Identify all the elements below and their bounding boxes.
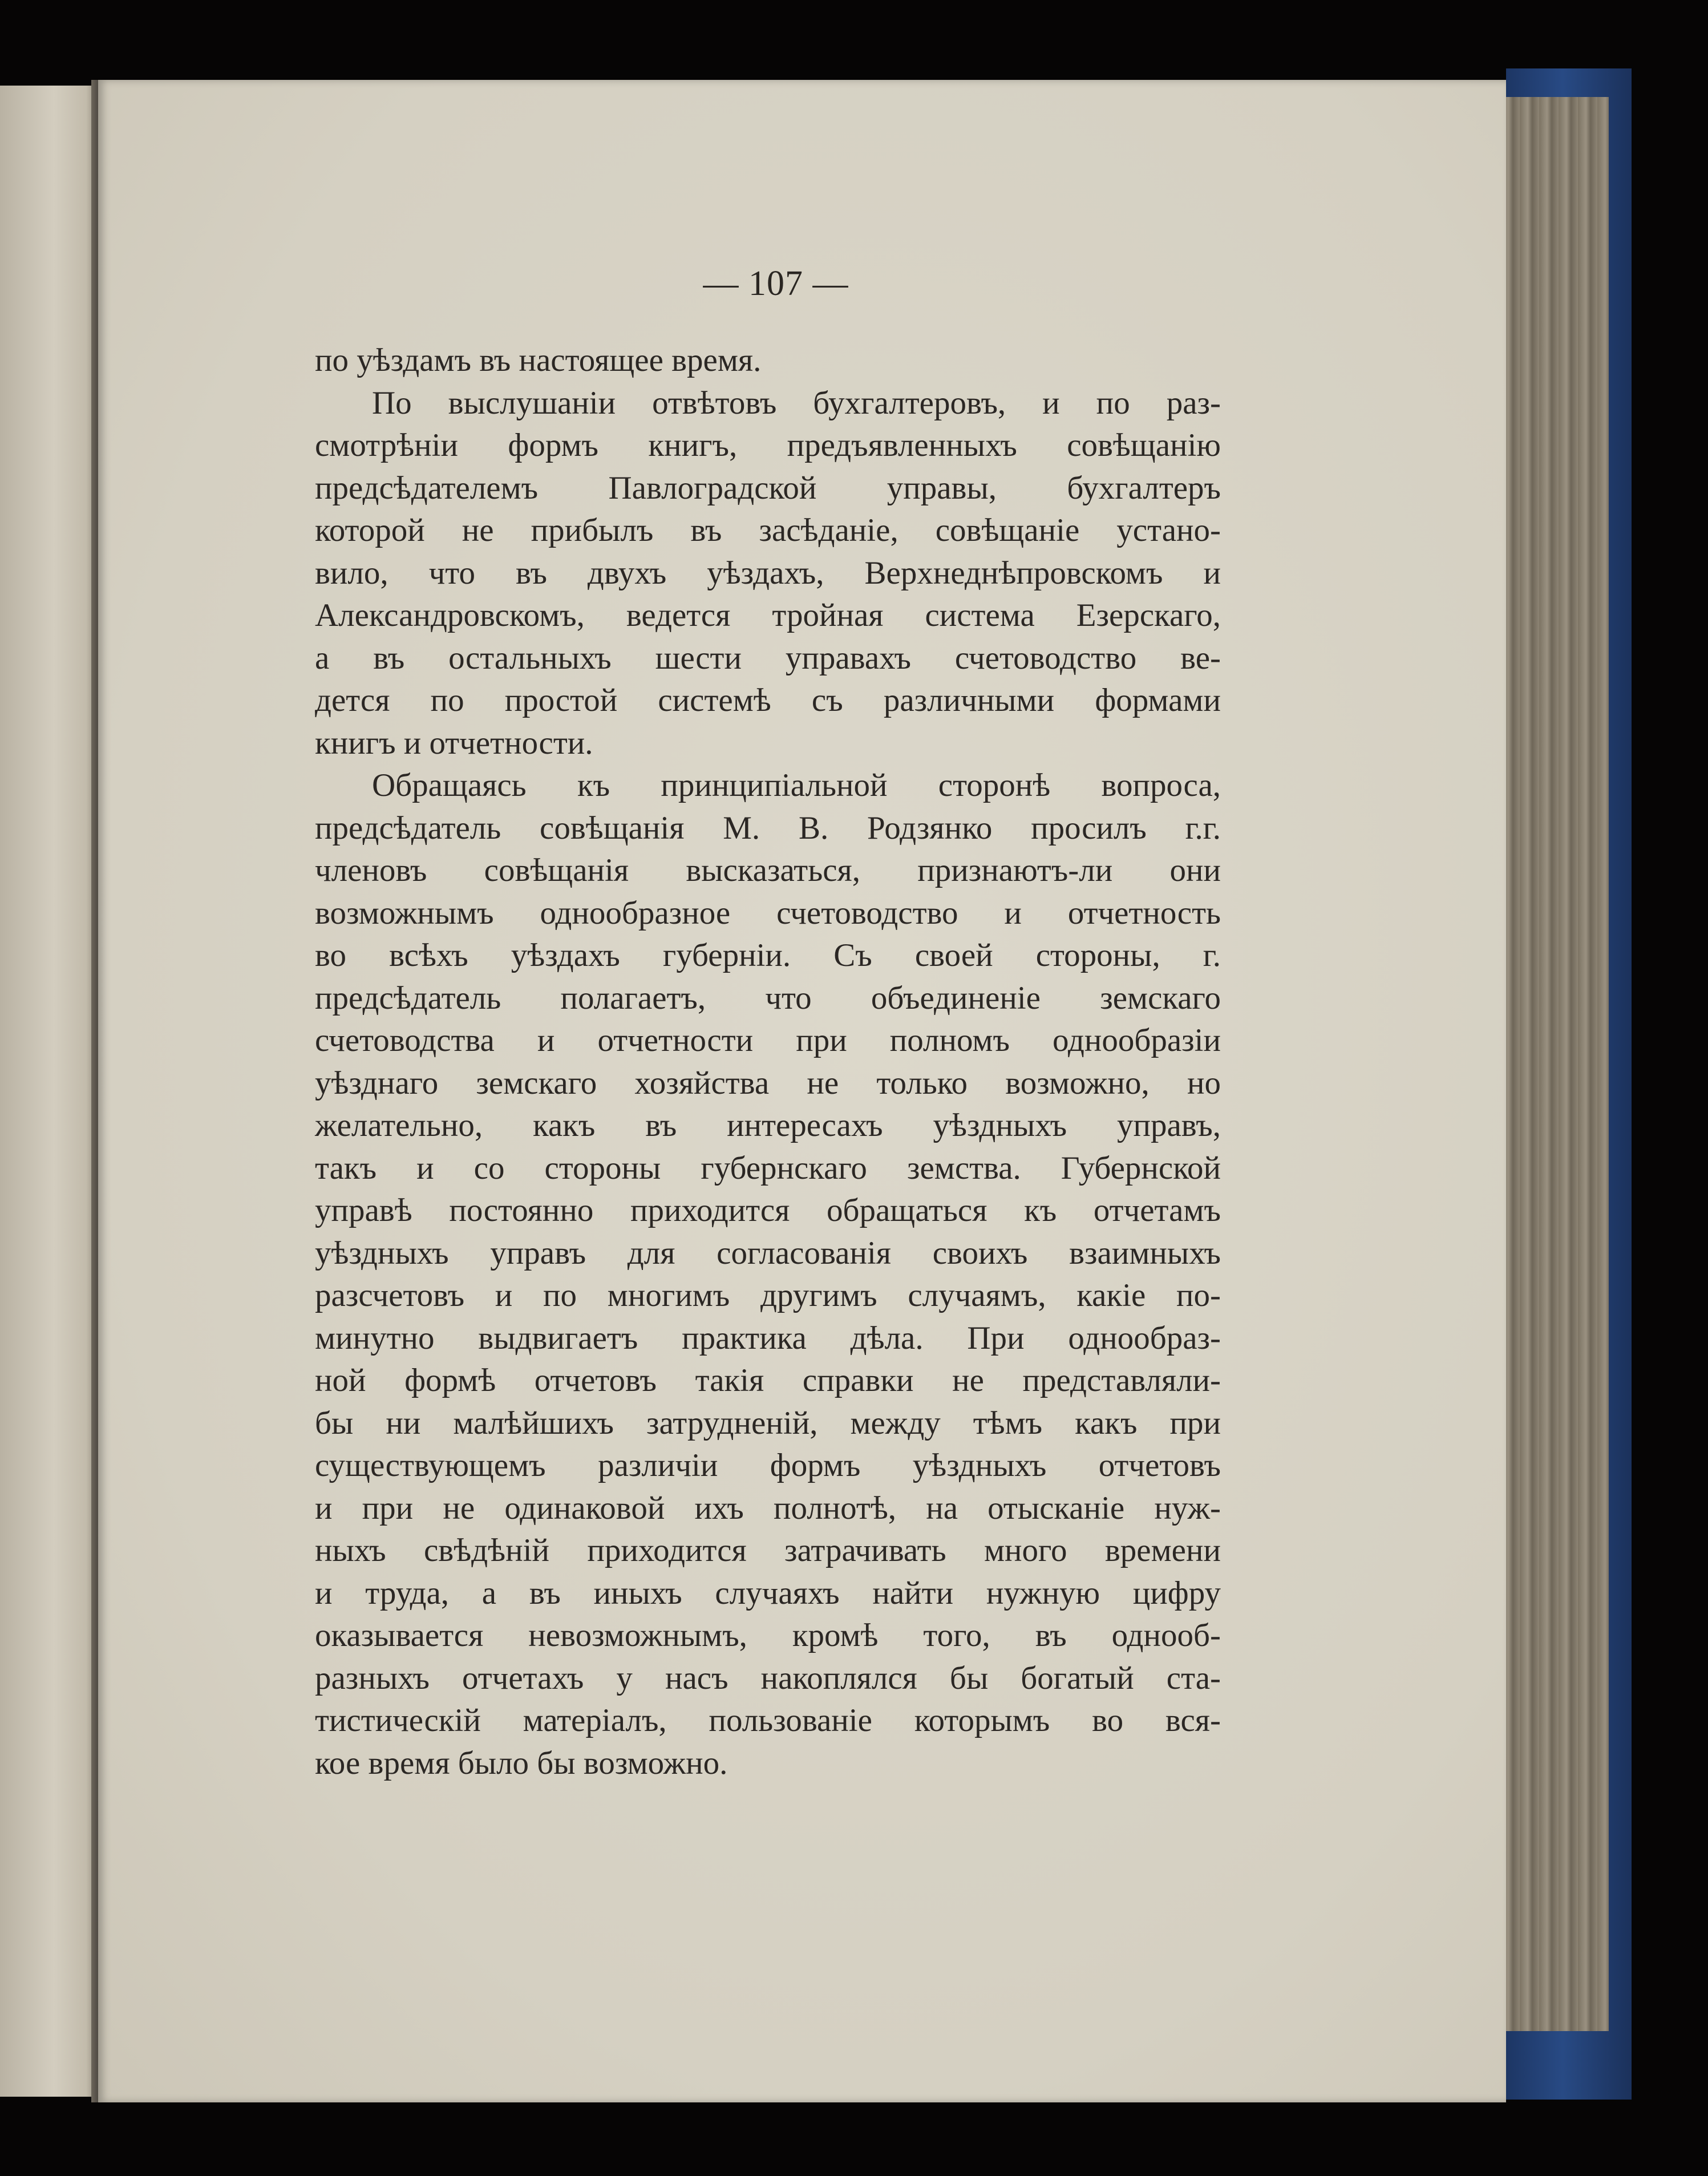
- text-line: а въ остальныхъ шести управахъ счетоводство ве-: [315, 640, 1221, 676]
- text-line: предсѣдатель совѣщанія М. В. Родзянко просилъ г.г.: [315, 810, 1221, 846]
- text-line: желательно, какъ въ интересахъ уѣздныхъ управъ,: [315, 1107, 1221, 1143]
- text-line: Александровскомъ, ведется тройная система Езерскаго,: [315, 597, 1221, 633]
- text-line: счетоводства и отчетности при полномъ однообразіи: [315, 1022, 1221, 1058]
- text-line: книгъ и отчетности.: [315, 725, 593, 761]
- text-line: минутно выдвигаетъ практика дѣла. При однообраз-: [315, 1320, 1221, 1356]
- text-line: бы ни малѣйшихъ затрудненій, между тѣмъ какъ при: [315, 1405, 1221, 1441]
- text-line: возможнымъ однообразное счетоводство и отчетность: [315, 895, 1221, 931]
- text-line: управѣ постоянно приходится обращаться къ отчетамъ: [315, 1192, 1221, 1228]
- text-line: разсчетовъ и по многимъ другимъ случаямъ, какіе по-: [315, 1277, 1221, 1313]
- text-line: во всѣхъ уѣздахъ губерніи. Съ своей стороны, г.: [315, 937, 1221, 973]
- text-line: предсѣдатель полагаетъ, что объединеніе земскаго: [315, 980, 1221, 1016]
- text-line: ныхъ свѣдѣній приходится затрачивать много времени: [315, 1532, 1221, 1568]
- text-line: которой не прибылъ въ засѣданіе, совѣщаніе устано-: [315, 512, 1221, 548]
- text-line: уѣздныхъ управъ для согласованія своихъ взаимныхъ: [315, 1235, 1221, 1271]
- text-line: уѣзднаго земскаго хозяйства не только возможно, но: [315, 1065, 1221, 1101]
- left-page-edge: [0, 86, 98, 2097]
- text-line: существующемъ различіи формъ уѣздныхъ отчетовъ: [315, 1447, 1221, 1483]
- text-line: предсѣдателемъ Павлоградской управы, бухгалтеръ: [315, 470, 1221, 506]
- page-number: — 107 —: [703, 264, 849, 303]
- text-line: такъ и со стороны губернскаго земства. Губернской: [315, 1150, 1221, 1186]
- text-line: дется по простой системѣ съ различными формами: [315, 682, 1221, 718]
- text-line: Обращаясь къ принципіальной сторонѣ вопроса,: [372, 767, 1221, 803]
- text-line: и труда, а въ иныхъ случаяхъ найти нужную цифру: [315, 1575, 1221, 1611]
- text-line: кое время было бы возможно.: [315, 1745, 728, 1781]
- text-line: оказывается невозможнымъ, кромѣ того, въ однооб-: [315, 1617, 1221, 1653]
- text-line: По выслушаніи отвѣтовъ бухгалтеровъ, и по раз-: [372, 385, 1221, 421]
- text-line: вило, что въ двухъ уѣздахъ, Верхнеднѣпровскомъ и: [315, 555, 1221, 591]
- text-line: разныхъ отчетахъ у насъ накоплялся бы богатый ста-: [315, 1660, 1221, 1696]
- text-line: смотрѣніи формъ книгъ, предъявленныхъ совѣщанію: [315, 427, 1221, 463]
- text-line: по уѣздамъ въ настоящее время.: [315, 342, 762, 378]
- text-line: тистическій матеріалъ, пользованіе которымъ во вся-: [315, 1702, 1221, 1738]
- text-line: членовъ совѣщанія высказаться, признаютъ-ли они: [315, 852, 1221, 888]
- text-line: ной формѣ отчетовъ такія справки не представляли-: [315, 1362, 1221, 1398]
- body-text: [315, 339, 1221, 1785]
- text-line: и при не одинаковой ихъ полнотѣ, на отысканіе нуж-: [315, 1490, 1221, 1526]
- page-stack-edge: [1500, 97, 1609, 2031]
